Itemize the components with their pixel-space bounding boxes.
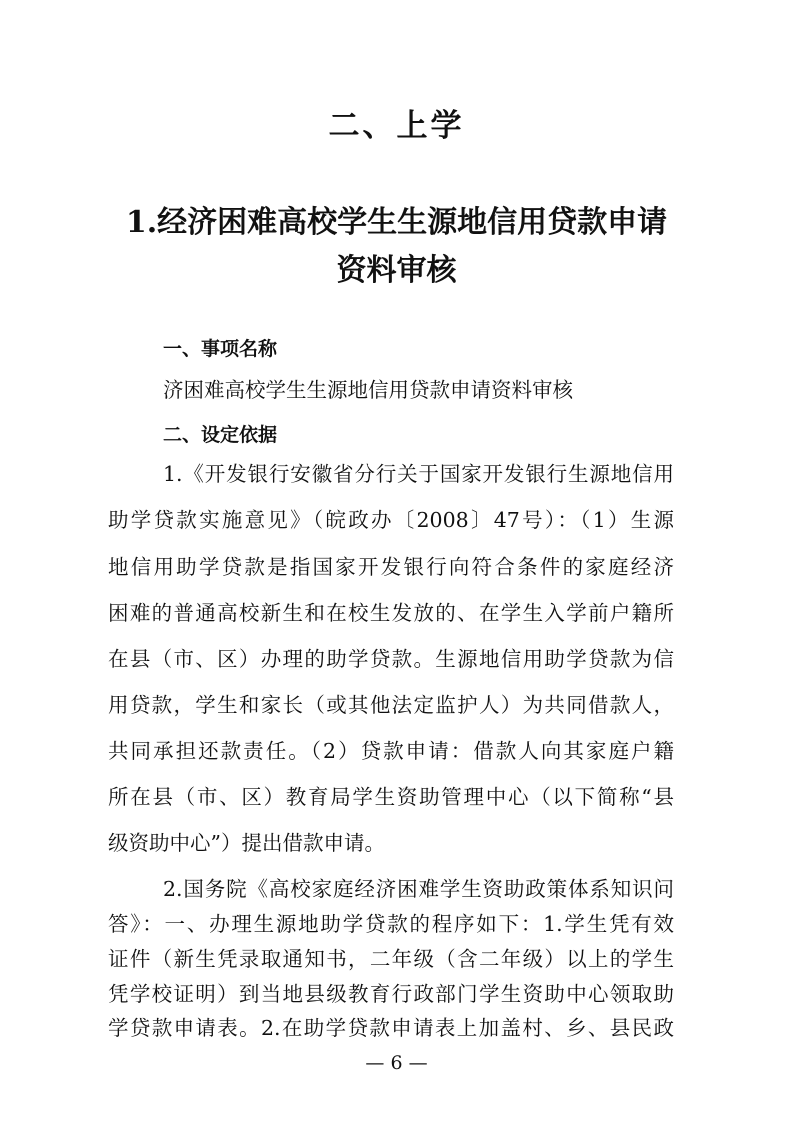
paragraph-1-line: 困难的普通高校新生和在校生发放的、在学生入学前户籍所	[108, 601, 674, 625]
paragraph-2-line: 2.国务院《高校家庭经济困难学生资助政策体系知识问	[163, 877, 674, 901]
paragraph-2-line: 答》：一、办理生源地助学贷款的程序如下：1.学生凭有效	[108, 912, 674, 936]
paragraph-1-line: 级资助中心”）提出借款申请。	[108, 831, 385, 855]
paragraph-1-line: 在县（市、区）办理的助学贷款。生源地信用助学贷款为信	[108, 647, 674, 671]
section-heading-legal-basis: 二、设定依据	[163, 424, 278, 446]
item-title	[110, 199, 683, 295]
paragraph-1-line: 共同承担还款责任。（2）贷款申请：借款人向其家庭户籍	[108, 739, 674, 763]
paragraph-2-line: 证件（新生凭录取通知书，二年级（含二年级）以上的学生	[108, 947, 674, 971]
item-title-line-2: 资料审核	[336, 253, 457, 288]
item-name-text: 济困难高校学生生源地信用贷款申请资料审核	[163, 378, 573, 402]
item-title-line-1: 1.经济困难高校学生生源地信用贷款申请	[125, 205, 668, 240]
paragraph-2-line: 凭学校证明）到当地县级教育行政部门学生资助中心领取助	[108, 982, 674, 1006]
section-heading-item-name: 一、事项名称	[163, 338, 278, 360]
paragraph-1-line: 所在县（市、区）教育局学生资助管理中心（以下简称“县	[108, 785, 674, 809]
page-number: — 6 —	[365, 1052, 428, 1074]
paragraph-1-line: 助学贷款实施意见》（皖政办〔2008〕47号）：（1）生源	[108, 508, 674, 532]
chapter-title: 二、上学	[328, 108, 465, 144]
paragraph-1-line: 1.《开发银行安徽省分行关于国家开发银行生源地信用	[163, 462, 674, 486]
paragraph-1-line: 地信用助学贷款是指国家开发银行向符合条件的家庭经济	[108, 555, 674, 579]
paragraph-2-line: 学贷款申请表。2.在助学贷款申请表上加盖村、乡、县民政	[108, 1016, 674, 1040]
paragraph-1-line: 用贷款，学生和家长（或其他法定监护人）为共同借款人，	[108, 693, 674, 717]
